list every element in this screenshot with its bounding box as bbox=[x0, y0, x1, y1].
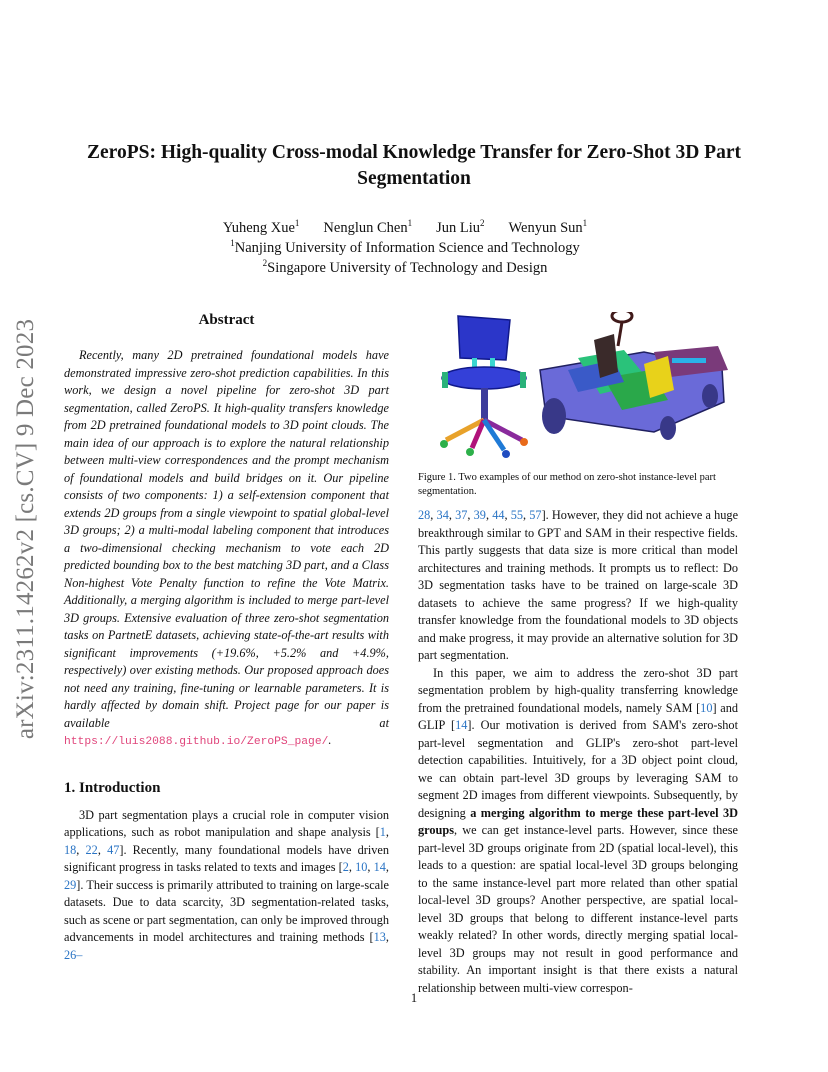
citation-link[interactable]: 22 bbox=[85, 842, 98, 857]
affiliation-2: $^2$Singapore University of Technology and Design bbox=[262, 258, 548, 276]
bold-phrase: a merging algorithm to merge these part-level 3D groups bbox=[418, 805, 738, 837]
author-name: Yuheng Xue$^1$ bbox=[222, 218, 300, 236]
arxiv-stamp bbox=[6, 293, 46, 765]
citation-link[interactable]: 18 bbox=[64, 842, 77, 857]
author-names bbox=[60, 218, 750, 238]
arxiv-stamp-text: arXiv:2311.14262v2 [cs.CV] 9 Dec 2023 bbox=[12, 318, 39, 740]
chair-illustration bbox=[440, 316, 528, 458]
citation-link[interactable]: 44 bbox=[492, 508, 505, 522]
author-name: Wenyun Sun$^1$ bbox=[508, 218, 588, 236]
introduction-heading: 1. Introduction bbox=[64, 779, 161, 796]
citation-link[interactable]: 39 bbox=[473, 508, 486, 522]
citation-link[interactable]: 37 bbox=[455, 508, 468, 522]
citation-link[interactable]: 1 bbox=[379, 825, 386, 839]
author-name: Jun Liu$^2$ bbox=[436, 218, 485, 236]
right-paragraph-1: 28, 34, 37, 39, 44, 55, 57]. However, they did not achieve a huge breakthrough similar to GPT and SAM in their respective fields. This partly suggests that data size is more critical than model architectures and training methods. It prompts us to reflect: Do 3D segmentation tasks have to be trained on large-scale 3D datasets to achieve the same progress? If we high-quality transfer knowledge from the foundational models to 3D objects and make progress, it may provide an alternative solution for 3D part segmentation. bbox=[418, 508, 739, 662]
abstract-heading: Abstract bbox=[198, 312, 255, 328]
citation-link[interactable]: 2 bbox=[342, 860, 349, 874]
author-block bbox=[60, 218, 750, 278]
citation-link[interactable]: 14 bbox=[455, 718, 468, 732]
figure-1-image bbox=[418, 312, 738, 462]
citation-link[interactable]: 26– bbox=[64, 947, 83, 962]
citation-link[interactable]: 47 bbox=[107, 842, 120, 857]
right-column bbox=[418, 312, 738, 997]
citation-link[interactable]: 10 bbox=[355, 860, 368, 874]
citation-link[interactable]: 14 bbox=[373, 860, 386, 874]
right-paragraph-2: In this paper, we aim to address the zero-shot 3D part segmentation problem by high-quality transferring knowledge from the pretrained foundational models, namely SAM [10] and GLIP [14]. Our motivation is derived from SAM's zero-shot part-level segmentation and GLIP's zero-shot part-level detection capabilities. Intuitively, for a 3D object point cloud, we can obtain part-level 3D groups by leveraging SAM to segment 2D images from different viewpoints. Subsequently, by designing a merging algorithm to merge these part-level 3D groups, we can get instance-level parts. However, since these part-level 3D groups originate from 2D (spatial local-level), this leads to a question: are spatial local-level 3D groups belonging to the same instance-level part more related than other spatial local-level 3D groups? Another perspective, are spatial local-level 3D groups that belong to different instance-level parts weakly related? In other words, directly merging spatial local-level 3D groups may not result in good performance and stability. An important insight is that there exists a natural relationship between multi-view correspon- bbox=[418, 665, 738, 995]
citation-link[interactable]: 10 bbox=[700, 700, 713, 715]
paper-title: ZeroPS: High-quality Cross-modal Knowledge Transfer for Zero-Shot 3D Part Segmentation bbox=[87, 142, 741, 189]
author-name: Nenglun Chen$^1$ bbox=[323, 218, 413, 236]
left-column bbox=[64, 312, 389, 964]
citation-link[interactable]: 28 bbox=[418, 508, 431, 522]
citation-link[interactable]: 13 bbox=[373, 930, 386, 944]
cart-illustration bbox=[540, 312, 728, 440]
citation-link[interactable]: 29 bbox=[64, 877, 77, 892]
abstract-text: Recently, many 2D pretrained foundational models have demonstrated impressive zero-shot prediction capabilities. In this work, we design a novel pipeline for zero-shot 3D part segmentation, called ZeroPS. It high-quality transfers knowledge from 2D pretrained foundational models to 3D point clouds. The main idea of our approach is to explore the natural relationship between multi-view correspondences and the prompt mechanism of foundational models and build bridges on it. Our pipeline consists of two components: 1) a self-extension component that extends 2D groups from a single viewpoint to spatial global-level 3D groups; 2) a multi-modal labeling component that introduces a two-dimensional checking mechanism to vote each 2D predicted bounding box to the best matching 3D part, and a Class Non-highest Vote Penalty function to refine the Vote Matrix. Additionally, a merging algorithm is included to merge part-level 3D groups. Extensive evaluation of three zero-shot segmentation tasks on PartnetE datasets, achieving state-of-the-art results with significant improvements (+19.6%, +5.2% and +4.9%, respectively) over existing methods. Our proposed approach does not need any training, fine-tuning or learnable parameters. It is hardly affected by domain shift. Project page for our paper is available at https://luis2088.github.io/ZeroPS_page/. bbox=[64, 348, 389, 748]
citation-link[interactable]: 55 bbox=[510, 508, 524, 522]
figure-1-caption: Figure 1. Two examples of our method on zero-shot instance-level part segmentation. bbox=[418, 472, 716, 497]
citation-link[interactable]: 57 bbox=[529, 508, 542, 522]
intro-paragraph-1: 3D part segmentation plays a crucial role in computer vision applications, such as robot manipulation and shape analysis [1, 18, 22, 47]. Recently, many foundational models have driven significant progress in tasks related to texts and images [2, 10, 14, 29]. Their success is primarily attributed to training on large-scale datasets. Due to data scarcity, 3D segmentation-related tasks, such as scene or part segmentation, can only be improved through advancements in model architectures and training methods [13, 26– bbox=[64, 807, 390, 962]
citation-link[interactable]: 34 bbox=[436, 508, 449, 522]
affiliation-1: $^1$Nanjing University of Information Science and Technology bbox=[230, 238, 580, 256]
page-number: 1 bbox=[410, 991, 418, 1005]
project-page-link[interactable]: https://luis2088.github.io/ZeroPS_page/ bbox=[64, 736, 329, 748]
